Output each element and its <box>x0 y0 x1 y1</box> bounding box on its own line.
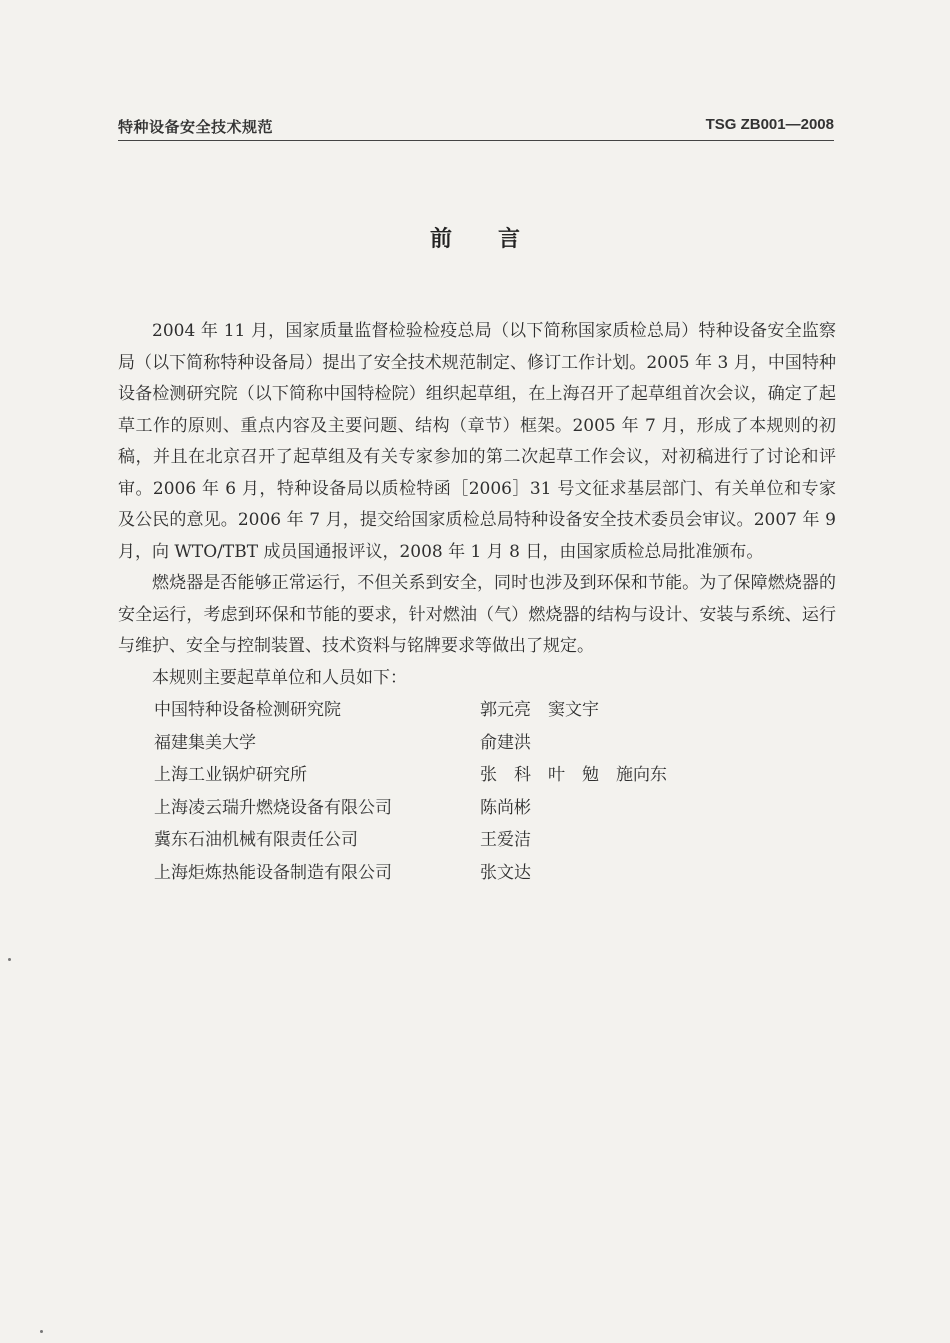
drafter-row <box>118 727 836 760</box>
paragraph-history: 2004 年 11 月，国家质量监督检验检疫总局（以下简称国家质检总局）特种设备安全监察局（以下简称特种设备局）提出了安全技术规范制定、修订工作计划。2005 年 3 月，中国特种设备检测研究院（以下简称中国特检院）组织起草组，在上海召开了起草组首次会议，确定了起草工作的原则、重点内容及主要问题、结构（章节）框架。2005 年 7 月，形成了本规则的初稿，并且在北京召开了起草组及有关专家参加的第二次起草工作会议，对初稿进行了讨论和评审。2006 年 6 月，特种设备局以质检特函［2006］31 号文征求基层部门、有关单位和专家及公民的意见。2006 年 7 月，提交给国家质检总局特种设备安全技术委员会审议。2007 年 9 月，向 WTO/TBT 成员国通报评议，2008 年 1 月 8 日，由国家质检总局批准颁布。 <box>118 321 836 562</box>
drafter-row <box>118 759 836 792</box>
paragraph-purpose: 燃烧器是否能够正常运行，不但关系到安全，同时也涉及到环保和节能。为了保障燃烧器的安全运行，考虑到环保和节能的要求，针对燃油（气）燃烧器的结构与设计、安装与系统、运行与维护、安全与控制装置、技术资料与铭牌要求等做出了规定。 <box>118 573 836 656</box>
drafter-persons: 王爱洁 <box>480 830 531 850</box>
drafter-organization: 中国特种设备检测研究院 <box>154 700 341 720</box>
drafter-row <box>118 792 836 825</box>
page-title: 前言 <box>429 227 566 252</box>
drafter-persons: 郭元亮 窦文宇 <box>480 700 599 720</box>
scan-speck <box>40 1330 43 1333</box>
drafter-organization: 福建集美大学 <box>154 732 256 753</box>
header-standard-category: 特种设备安全技术规范 <box>118 118 274 136</box>
drafter-persons: 张 科 叶 勉 施向东 <box>480 765 667 785</box>
drafter-persons: 张文达 <box>480 862 531 883</box>
drafter-persons: 俞建洪 <box>480 732 531 753</box>
drafters-list <box>118 694 836 889</box>
drafter-organization: 上海炬炼热能设备制造有限公司 <box>154 862 392 883</box>
drafter-row <box>118 694 836 727</box>
drafter-persons: 陈尚彬 <box>480 797 531 818</box>
drafter-organization: 上海工业锅炉研究所 <box>154 765 307 785</box>
header-standard-code: TSG ZB001—2008 <box>705 116 834 133</box>
scan-speck <box>8 958 11 961</box>
drafter-organization: 上海凌云瑞升燃烧设备有限公司 <box>154 797 392 818</box>
foreword-body <box>118 316 836 889</box>
drafters-intro: 本规则主要起草单位和人员如下： <box>152 667 407 688</box>
running-header <box>118 114 834 141</box>
drafter-organization: 冀东石油机械有限责任公司 <box>154 830 358 850</box>
drafter-row <box>118 857 836 890</box>
drafter-row <box>118 824 836 857</box>
